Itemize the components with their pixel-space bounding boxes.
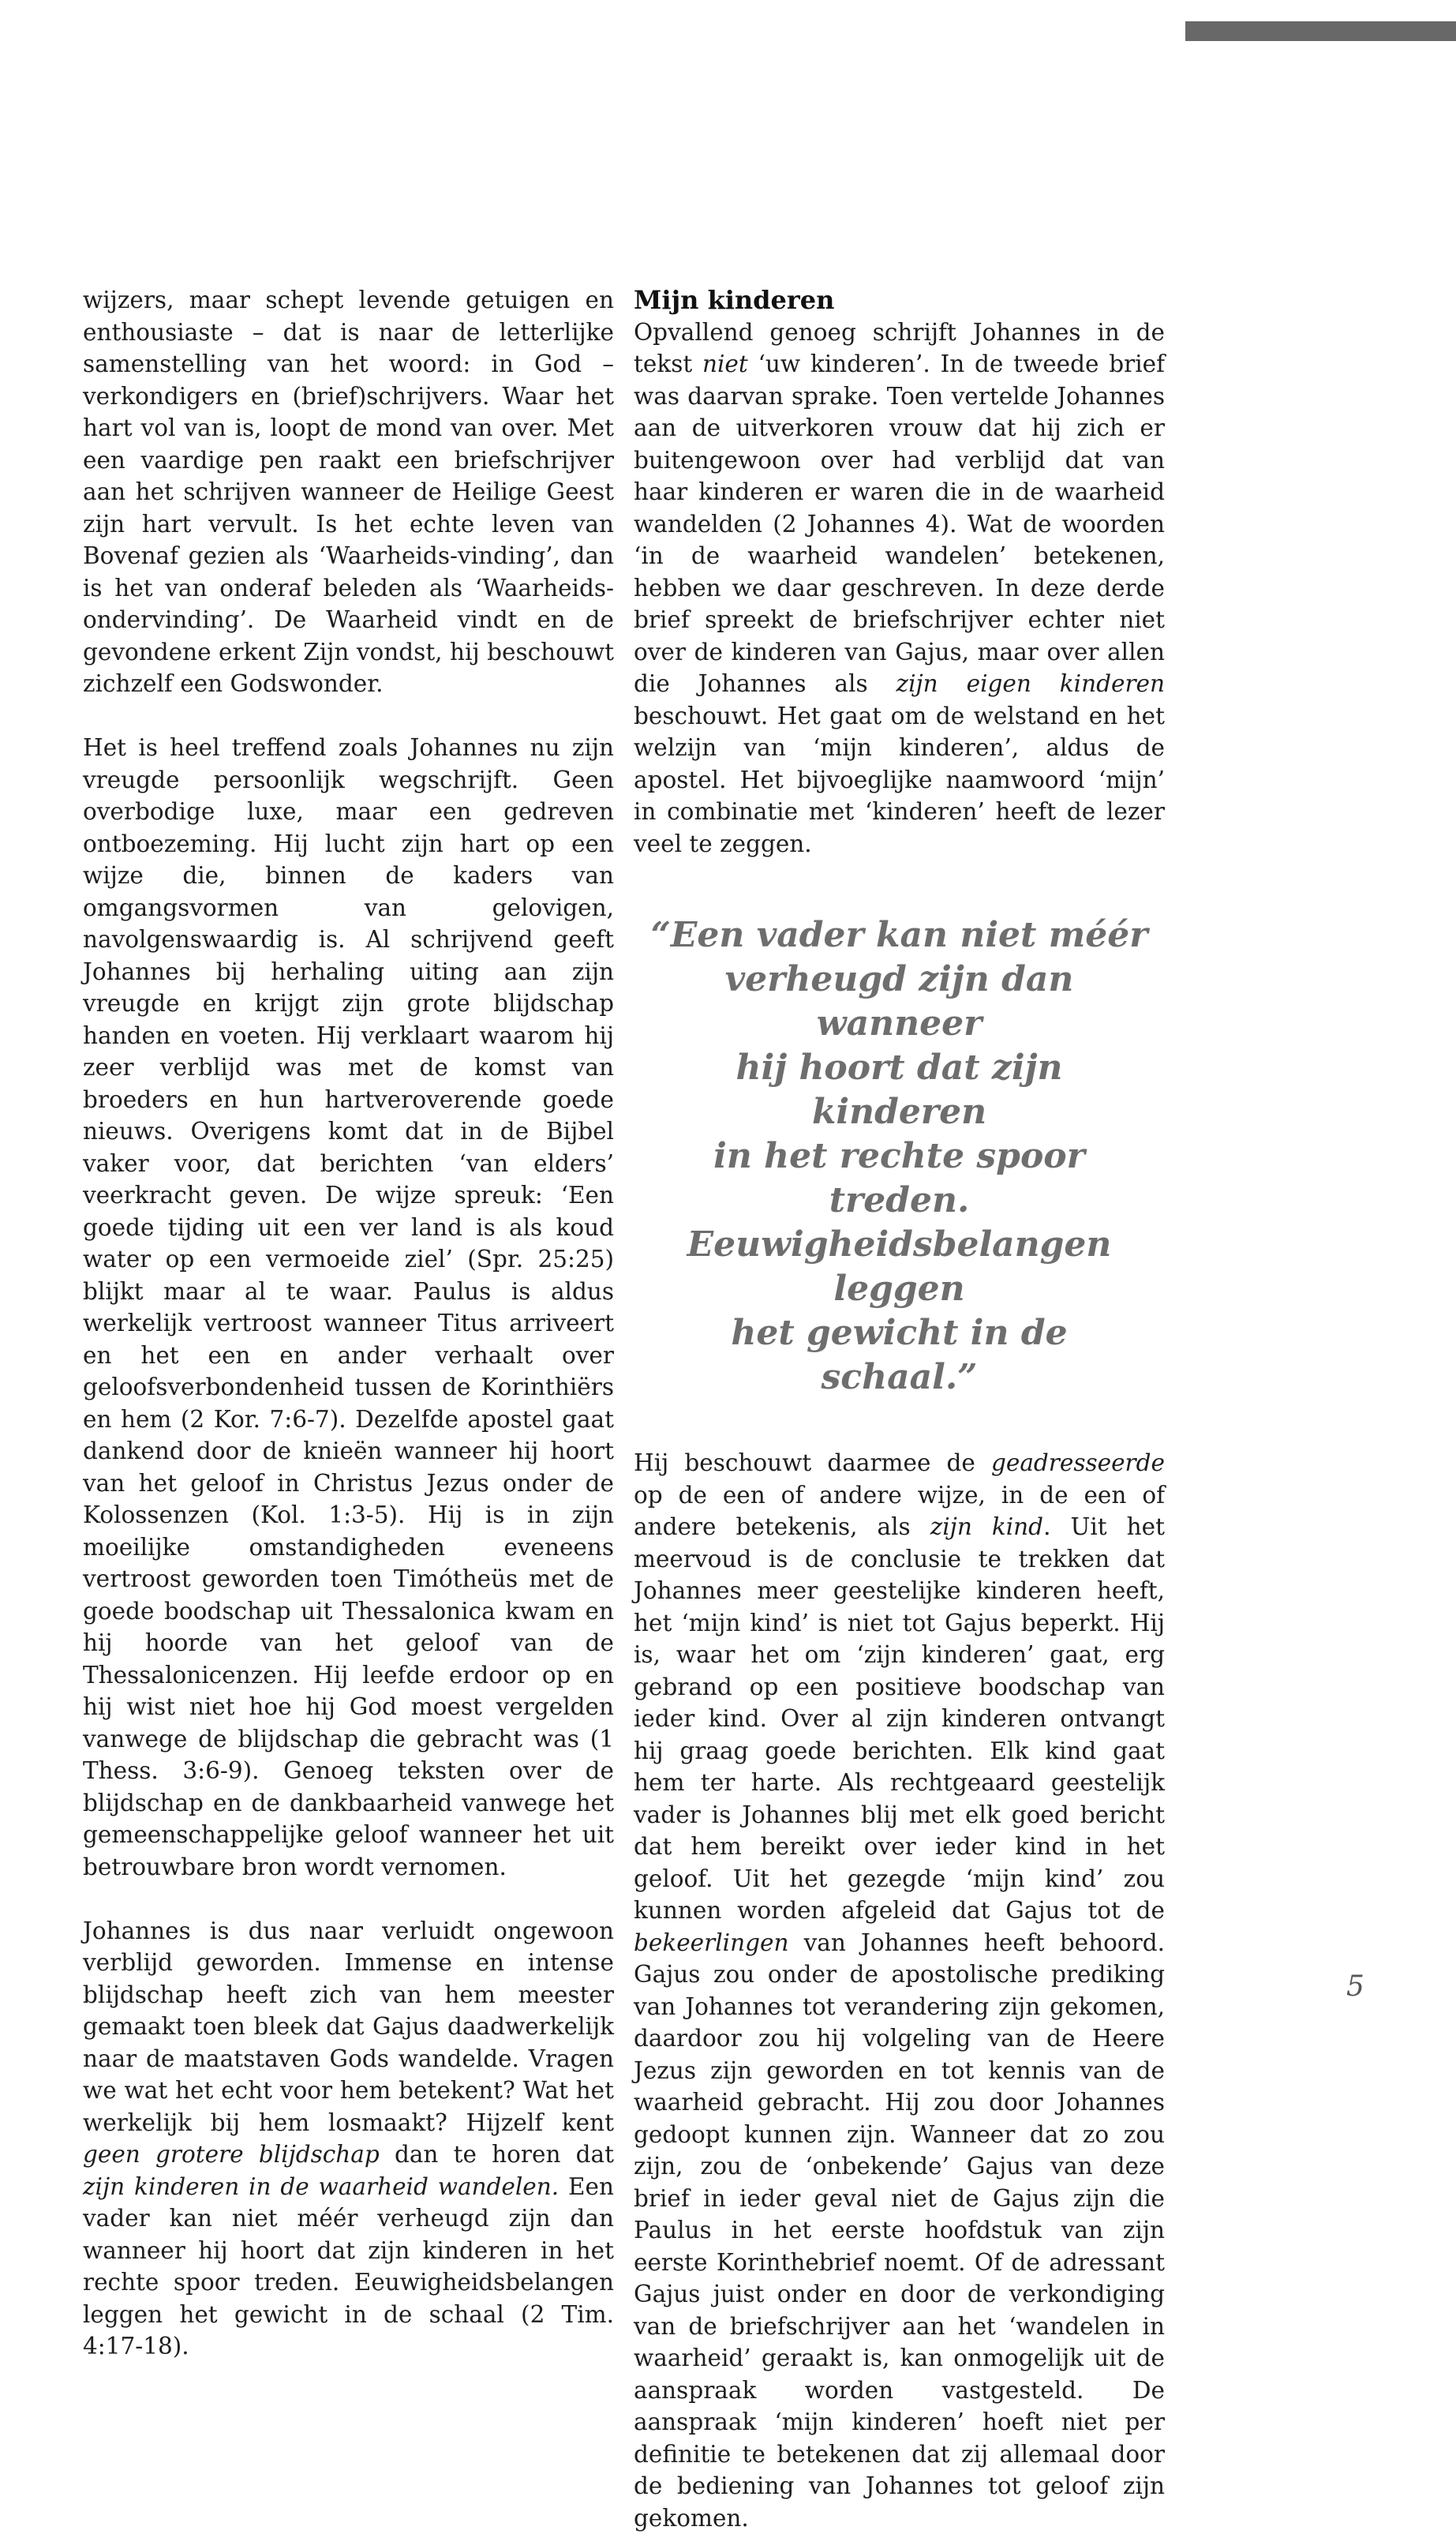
emphasis: bekeerlingen xyxy=(634,1929,789,1956)
left-column xyxy=(83,284,614,2363)
pull-quote-line: “Een vader kan niet méér xyxy=(650,915,1148,955)
pull-quote-line: Eeuwigheidsbelangen leggen xyxy=(687,1224,1112,1309)
paragraph xyxy=(83,1915,614,2363)
emphasis: zijn kind xyxy=(930,1513,1044,1540)
pull-quote-line: verheugd zijn dan wanneer xyxy=(724,959,1074,1044)
text-run: Hij beschouwt daarmee de xyxy=(634,1449,991,1476)
header-accent-bar xyxy=(1185,21,1456,41)
pull-quote xyxy=(634,913,1165,1400)
paragraph: Het is heel treffend zoals Johannes nu zijn vreugde persoonlijk wegschrijft. Geen overbodige luxe, maar een gedreven ontboezeming. Hij lucht zijn hart op een wijze die, binnen de kaders van omgangsvormen van gelovigen, navolgenswaardig is. Al schrijvend geeft Johannes bij herhaling uiting aan zijn vreugde en krijgt zijn grote blijdschap handen en voeten. Hij verklaart waarom hij zeer verblijd was met de komst van broeders en hun hartveroverende goede nieuws. Overigens komt dat in de Bijbel vaker voor, dat berichten ‘van elders’ veerkracht geven. De wijze spreuk: ‘Een goede tijding uit een ver land is als koud water op een vermoeide ziel’ (Spr. 25:25) blijkt maar al te waar. Paulus is aldus werkelijk vertroost wanneer Titus arriveert en het een en ander verhaalt over geloofsverbondenheid tussen de Korinthiërs en hem (2 Kor. 7:6-7). Dezelfde apostel gaat dankend door de knieën wanneer hij hoort van het geloof in Christus Jezus onder de Kolossenzen (Kol. 1:3-5). Hij is in zijn moeilijke omstandigheden eveneens vertroost geworden toen Timótheüs met de goede boodschap uit Thessalonica kwam en hij hoorde van het geloof van de Thessalonicenzen. Hij leefde erdoor op en hij wist niet hoe hij God moest vergelden vanwege de blijdschap die gebracht was (1 Thess. 3:6-9). Genoeg teksten over de blijdschap en de dankbaarheid vanwege het gemeenschappelijke geloof wanneer het uit betrouwbare bron wordt vernomen. xyxy=(83,734,614,1880)
page-number: 5 xyxy=(1346,1970,1364,2003)
emphasis: niet xyxy=(702,350,748,377)
emphasis: zijn eigen kinderen xyxy=(896,670,1166,697)
text-run: Een vader kan niet méér verheugd zijn dan wanneer hij hoort dat zijn kinderen in het rechte spoor treden. Eeuwigheidsbelangen leggen het gewicht in de schaal (2 Tim. 4:17-18). xyxy=(83,2172,615,2360)
text-run: Opvallend genoeg schrijft Johannes in de tekst xyxy=(634,318,1165,377)
paragraph: wijzers, maar schept levende getuigen en enthousiaste – dat is naar de letterlijke samenstelling van het woord: in God – verkondigers en (brief)schrijvers. Waar het hart vol van is, loopt de mond van over. Met een vaardige pen raakt een briefschrijver aan het schrijven wanneer de Heilige Geest zijn hart vervult. Is het echte leven van Bovenaf gezien als ‘Waarheids-vinding’, dan is het van onderaf beleden als ‘Waarheids-ondervinding’. De Waarheid vindt en de gevondene erkent Zijn vondst, hij beschouwt zichzelf een Godswonder. xyxy=(83,287,614,697)
text-run: op de een of andere wijze, in de een of andere betekenis, als xyxy=(634,1481,1165,1540)
text-run: dan te horen dat xyxy=(379,2141,614,2168)
pull-quote-line: in het rechte spoor treden. xyxy=(713,1136,1085,1220)
text-run: beschouwt. Het gaat om de welstand en het welzijn van ‘mijn kinderen’, aldus de apostel. Het bijvoeglijke naamwoord ‘mijn’ in combinatie met ‘kinderen’ heeft de lezer veel te zeggen. xyxy=(634,702,1165,857)
emphasis: zijn kinderen in de waarheid wandelen. xyxy=(83,2172,560,2200)
pull-quote-line: hij hoort dat zijn kinderen xyxy=(735,1048,1063,1132)
emphasis: geadresseerde xyxy=(990,1449,1165,1476)
emphasis: geen grotere blijdschap xyxy=(83,2141,380,2168)
text-run: van Johannes heeft behoord. Gajus zou onder de apostolische prediking van Johannes tot verandering zijn gekomen, daardoor zou hij volgeling van de Heere Jezus zijn geworden en tot kennis van de waarheid gebracht. Hij zou door Johannes gedoopt kunnen zijn. Wanneer dat zo zou zijn, zou de ‘onbekende’ Gajus van deze brief in ieder geval niet de Gajus zijn die Paulus in het eerste hoofdstuk van zijn eerste Korinthebrief noemt. Of de adressant Gajus juist onder en door de verkondiging van de briefschrijver aan het ‘wandelen in waarheid’ geraakt is, kan onmogelijk uit de aanspraak worden vastgesteld. De aanspraak ‘mijn kinderen’ hoeft niet per definitie te betekenen dat zij allemaal door de bediening van Johannes tot geloof zijn gekomen. xyxy=(634,1929,1165,2532)
section-heading: Mijn kinderen xyxy=(634,285,835,315)
pull-quote-line: het gewicht in de schaal.” xyxy=(731,1313,1068,1397)
text-run: Johannes is dus naar verluidt ongewoon verblijd geworden. Immense en intense blijdschap heeft zich van hem meester gemaakt toen bleek dat Gajus daadwerkelijk naar de maatstaven Gods wandelde. Vragen we wat het echt voor hem betekent? Wat het werkelijk bij hem losmaakt? Hijzelf kent xyxy=(83,1917,614,2136)
paragraph xyxy=(634,317,1165,860)
right-column xyxy=(634,284,1165,2534)
text-run: . Uit het meervoud is de conclusie te trekken dat Johannes meer geestelijke kinderen heeft, het ‘mijn kind’ is niet tot Gajus beperkt. Hij is, waar het om ‘zijn kinderen’ gaat, erg gebrand op een positieve boodschap van ieder kind. Over al zijn kinderen ontvangt hij graag goede berichten. Elk kind gaat hem ter harte. Als rechtgeaard geestelijk vader is Johannes blij met elk goed bericht dat hem bereikt over ieder kind in het geloof. Uit het gezegde ‘mijn kind’ zou kunnen worden afgeleid dat Gajus tot de xyxy=(634,1513,1165,1924)
text-run: ‘uw kinderen’. In de tweede brief was daarvan sprake. Toen vertelde Johannes aan de uitverkoren vrouw dat hij zich er buitengewoon over had verblijd dat van haar kinderen er waren die in de waarheid wandelden (2 Johannes 4). Wat de woorden ‘in de waarheid wandelen’ betekenen, hebben we daar geschreven. In deze derde brief spreekt de briefschrijver echter niet over de kinderen van Gajus, maar over allen die Johannes als xyxy=(634,350,1166,697)
paragraph xyxy=(634,1447,1165,2534)
